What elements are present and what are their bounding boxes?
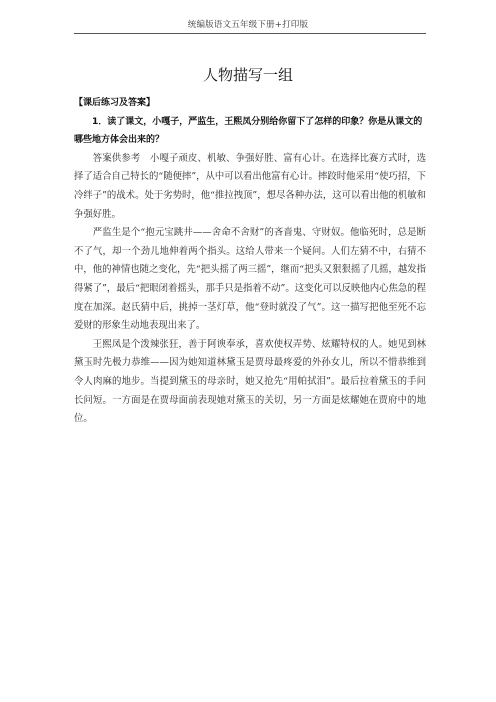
document-title: 人物描写一组 bbox=[202, 66, 293, 84]
document-body bbox=[74, 94, 426, 429]
header-rule bbox=[74, 33, 426, 34]
question-1: 1．读了课文，小嘎子，严监生，王熙凤分别给你留下了怎样的印象？你是从课文的哪些地方体会出来的？ bbox=[74, 116, 423, 146]
answer-paragraph-xiaogazi: 答案供参考 小嘎子顽皮、机敏、争强好胜、富有心计。在选择比赛方式时，选择了适合自己特长的“随便摔”，从中可以看出他富有心计。摔跤时他采用“使巧招，下冷绊子”的战术。处于劣势时，他“推拉拽顶”，想尽各种办法，这可以看出他的机敏和争强好胜。 bbox=[74, 152, 426, 220]
answer-paragraph-wangxifeng: 王熙凤是个泼辣张狂，善于阿谀奉承，喜欢使权弄势、炫耀特权的人。她见到林黛玉时先极力恭维——因为她知道林黛玉是贾母最疼爱的外孙女儿，所以不惜恭维到令人肉麻的地步。当提到黛玉的母亲时，她又抢先“用帕拭泪”。最后拉着黛玉的手问长问短。一方面是在贾母面前表现她对黛玉的关切，另一方面是炫耀她在贾府中的地位。 bbox=[74, 338, 426, 425]
running-header: 统编版语文五年级下册+打印版 bbox=[187, 20, 309, 30]
answer-paragraph-yanjiansheng: 严监生是个“抱元宝跳井——舍命不舍财”的吝啬鬼、守财奴。他临死时，总是断不了气，却一个劲儿地伸着两个指头。这给人带来一个疑问。人们左猜不中，右猜不中，他的神情也随之变化，先“把头摇了两三摇”，继而“把头又狠狠摇了几摇，越发指得紧了”，最后“把眼闭着摇头，那手只是指着不动”。这变化可以反映他内心焦急的程度在加深。赵氏猜中后，挑掉一茎灯草，他“登时就没了气”。这一描写把他至死不忘爱财的形象生动地表现出来了。 bbox=[74, 227, 426, 332]
section-label: 【课后练习及答案】 bbox=[74, 98, 156, 108]
